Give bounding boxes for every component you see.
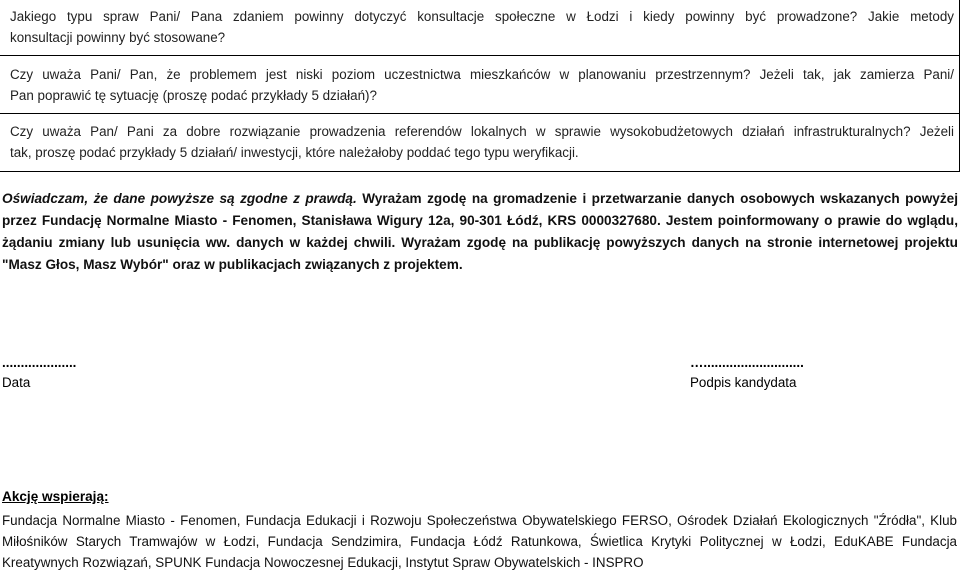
- support-organizations: Fundacja Normalne Miasto - Fenomen, Fundacja Edukacji i Rozwoju Społeczeństwa Obywatelskiego FERSO, Ośrodek Działań Ekologicznych "Źródła", Klub Miłośników Starych Tramwajów w Łodzi, Fundacja Sendzimira, Fundacja Łódź Ratunkowa, Świetlica Krytyki Politycznej w Łodzi, EduKABE Fundacja Kreatywnych Rozwiązań, SPUNK Fundacja Nowoczesnej Edukacji, Instytut Spraw Obywatelskich - INSPRO: [2, 513, 957, 570]
- question-1-line-1: Jakiego typu spraw Pani/ Pana zdaniem powinny dotyczyć konsultacje społeczne w Łodzi i kiedy powinny być prowadzone? Jakie metody: [10, 9, 954, 24]
- support-heading: Akcję wspierają:: [2, 489, 109, 504]
- question-3-line-1: Czy uważa Pan/ Pani za dobre rozwiązanie prowadzenia referendów lokalnych w sprawie wysokobudżetowych działań infrastrukturalnych? Jeżeli: [10, 124, 954, 139]
- question-2: [10, 64, 954, 106]
- signature-label: Podpis kandydata: [690, 375, 797, 390]
- declaration-italic: Oświadczam, że dane powyższe są zgodne z prawdą.: [2, 191, 357, 206]
- date-label: Data: [2, 375, 31, 390]
- question-3: [10, 121, 954, 163]
- consent-declaration: [2, 188, 958, 276]
- question-3-line-2: tak, proszę podać przykłady 5 działań/ inwestycji, które należałoby poddać tego typu weryfikacji.: [10, 145, 579, 160]
- date-field: [2, 354, 76, 392]
- signature-dots: …...........................: [690, 355, 804, 370]
- question-1: [10, 6, 954, 48]
- question-1-line-2: konsultacji powinny być stosowane?: [10, 30, 226, 45]
- question-2-line-1: Czy uważa Pani/ Pan, że problemem jest niski poziom uczestnictwa mieszkańców w planowaniu przestrzennym? Jeżeli tak, jak zamierza Pani/: [10, 67, 954, 82]
- question-2-line-2: Pan poprawić tę sytuację (proszę podać przykłady 5 działań)?: [10, 88, 377, 103]
- declaration-text: Wyrażam zgodę na gromadzenie i przetwarzanie danych osobowych wskazanych powyżej przez Fundację Normalne Miasto - Fenomen, Stanisława Wigury 12a, 90-301 Łódź, KRS 0000327680. Jestem poinformowany o prawie do wglądu, żądaniu zmiany lub usunięcia ww. danych w każdej chwili. Wyrażam zgodę na publikację powyższych danych na stronie internetowej projektu "Masz Głos, Masz Wybór" oraz w publikacjach związanych z projektem.: [2, 191, 958, 272]
- signature-field: [690, 354, 804, 392]
- date-dots: ....................: [2, 355, 77, 370]
